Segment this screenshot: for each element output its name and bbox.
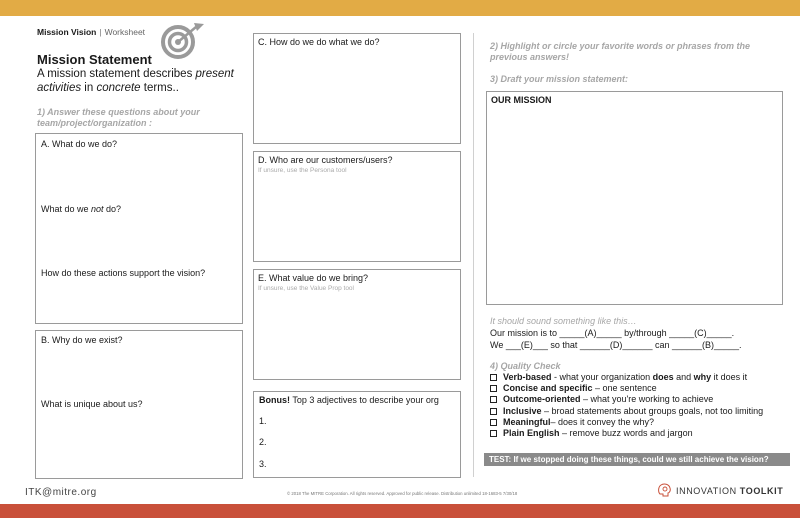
- checklist-item: Meaningful– does it convey the why?: [490, 417, 790, 428]
- bonus-prompt: Bonus! Top 3 adjectives to describe your org: [259, 395, 439, 405]
- bottom-accent-bar: [0, 504, 800, 518]
- answer-box-a[interactable]: [35, 133, 243, 324]
- question-e-value: E. What value do we bring?: [258, 273, 369, 283]
- bonus-item-3: 3.: [259, 459, 267, 469]
- mission-template-line-2: We ___(E)___ so that ______(D)______ can ______(B)_____.: [490, 340, 742, 350]
- lightbulb-head-icon: [657, 482, 673, 498]
- header-subtitle: Worksheet: [104, 27, 146, 37]
- worksheet-header: [37, 27, 145, 37]
- checkbox[interactable]: [490, 396, 497, 403]
- bonus-adjectives-box[interactable]: [253, 391, 461, 478]
- prompt-draft-mission: 3) Draft your mission statement:: [490, 74, 629, 84]
- header-title: Mission Vision: [37, 27, 97, 37]
- column-divider: [473, 33, 474, 477]
- test-question-banner: TEST: If we stopped doing these things, could we still achieve the vision?: [484, 453, 790, 466]
- hint-value-prop-tool: If unsure, use the Value Prop tool: [258, 285, 354, 292]
- prompt-sound-like: It should sound something like this…: [490, 316, 637, 326]
- question-d-customers: D. Who are our customers/users?: [258, 155, 393, 165]
- quality-checklist: [490, 372, 790, 439]
- checkbox[interactable]: [490, 430, 497, 437]
- answer-box-b[interactable]: [35, 330, 243, 479]
- checklist-item: Concise and specific – one sentence: [490, 383, 790, 394]
- checkbox[interactable]: [490, 385, 497, 392]
- footer-copyright: © 2018 The MITRE Corporation. All rights reserved. Approved for public release. Distribution unlimited 18-1683-5 7/30/18: [287, 491, 518, 496]
- question-a-what-we-dont-do: What do we not do?: [41, 204, 122, 214]
- prompt-answer-questions: 1) Answer these questions about your team/project/organization :: [37, 107, 200, 128]
- page-description: A mission statement describes present activities in concrete terms..: [37, 68, 234, 94]
- mission-template-line-1: Our mission is to _____(A)_____ by/through _____(C)_____.: [490, 328, 735, 338]
- brand-innovation: INNOVATION: [676, 486, 737, 496]
- answer-box-d[interactable]: [253, 151, 461, 262]
- checkbox[interactable]: [490, 408, 497, 415]
- brand-toolkit: TOOLKIT: [739, 486, 784, 496]
- answer-box-c[interactable]: [253, 33, 461, 144]
- answer-box-e[interactable]: [253, 269, 461, 380]
- checkbox[interactable]: [490, 374, 497, 381]
- question-a-what-we-do: A. What do we do?: [41, 139, 118, 149]
- header-separator: |: [99, 27, 102, 37]
- checklist-item: Plain English – remove buzz words and jargon: [490, 428, 790, 439]
- question-c-how: C. How do we do what we do?: [258, 37, 380, 47]
- our-mission-label: OUR MISSION: [491, 95, 552, 105]
- page-title: Mission Statement: [37, 52, 152, 67]
- prompt-quality-check: 4) Quality Check: [490, 361, 561, 371]
- bonus-item-2: 2.: [259, 437, 267, 447]
- top-accent-bar: [0, 0, 800, 16]
- target-arrow-icon: [158, 22, 206, 60]
- question-a-support-vision: How do these actions support the vision?: [41, 268, 206, 278]
- hint-persona-tool: If unsure, use the Persona tool: [258, 167, 347, 174]
- checkbox[interactable]: [490, 419, 497, 426]
- footer-email[interactable]: ITK@mitre.org: [25, 487, 97, 498]
- checklist-item: Inclusive – broad statements about groups goals, not too limiting: [490, 406, 790, 417]
- checklist-item: Verb-based - what your organization does and why it does it: [490, 372, 790, 383]
- question-b-unique: What is unique about us?: [41, 399, 143, 409]
- checklist-item: Outcome-oriented – what you're working to achieve: [490, 394, 790, 405]
- question-b-why-exist: B. Why do we exist?: [41, 335, 123, 345]
- bonus-item-1: 1.: [259, 416, 267, 426]
- mission-draft-box[interactable]: [486, 91, 783, 305]
- prompt-highlight-words: 2) Highlight or circle your favorite words or phrases from the previous answers!: [490, 41, 751, 62]
